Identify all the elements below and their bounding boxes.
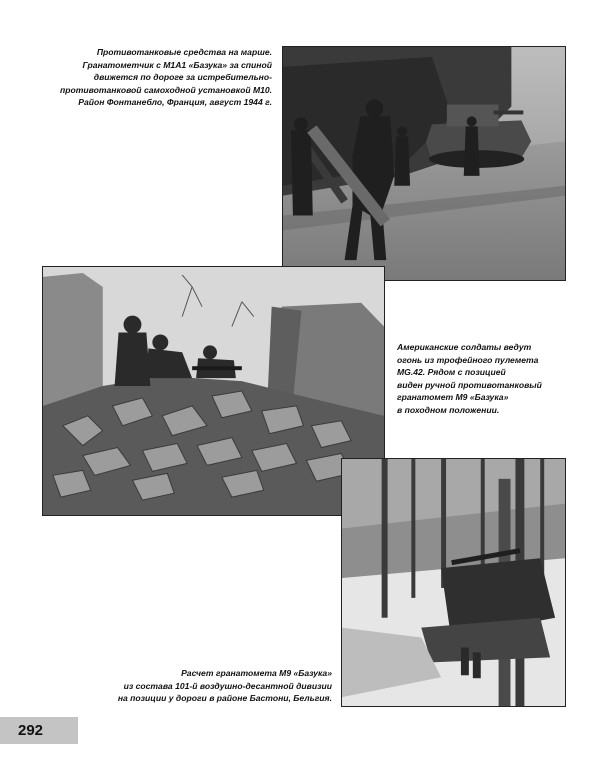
caption-line: Расчет гранатомета M9 «Базука»: [181, 668, 332, 678]
caption-line: на позиции у дороги в районе Бастони, Бельгия.: [117, 693, 332, 703]
caption-line: из состава 101-й воздушно-десантной дивизии: [123, 680, 332, 691]
caption-line: в походном положении.: [397, 404, 500, 415]
photo-bazooka-on-road-image: [283, 47, 565, 280]
caption-middle: [397, 341, 577, 416]
caption-top: [60, 46, 272, 109]
caption-line: огонь из трофейного пулемета: [397, 354, 539, 365]
photo-bazooka-on-road: [282, 46, 566, 281]
caption-line: Гранатометчик с M1A1 «Базука» за спиной: [82, 59, 272, 70]
caption-line: Противотанковые средства на марше.: [96, 47, 272, 57]
caption-line: Район Фонтанебло, Франция, август 1944 г.: [78, 97, 272, 107]
caption-line: движется по дороге за истребительно-: [93, 72, 272, 82]
caption-line: гранатомет M9 «Базука»: [397, 392, 509, 402]
photo-bazooka-crew-winter: [341, 458, 566, 707]
photo-bazooka-crew-winter-image: [342, 459, 565, 706]
caption-line: виден ручной противотанковый: [397, 379, 542, 390]
photo-mg42-position-image: [43, 267, 384, 515]
caption-line: Американские солдаты ведут: [397, 342, 532, 352]
page-number: 292: [18, 722, 44, 739]
caption-line: MG.42. Рядом с позицией: [397, 367, 506, 377]
page-number-tab: [0, 717, 78, 744]
caption-bottom: [100, 667, 332, 705]
photo-mg42-position: [42, 266, 385, 516]
caption-line: противотанковой самоходной установкой M10.: [60, 84, 273, 95]
